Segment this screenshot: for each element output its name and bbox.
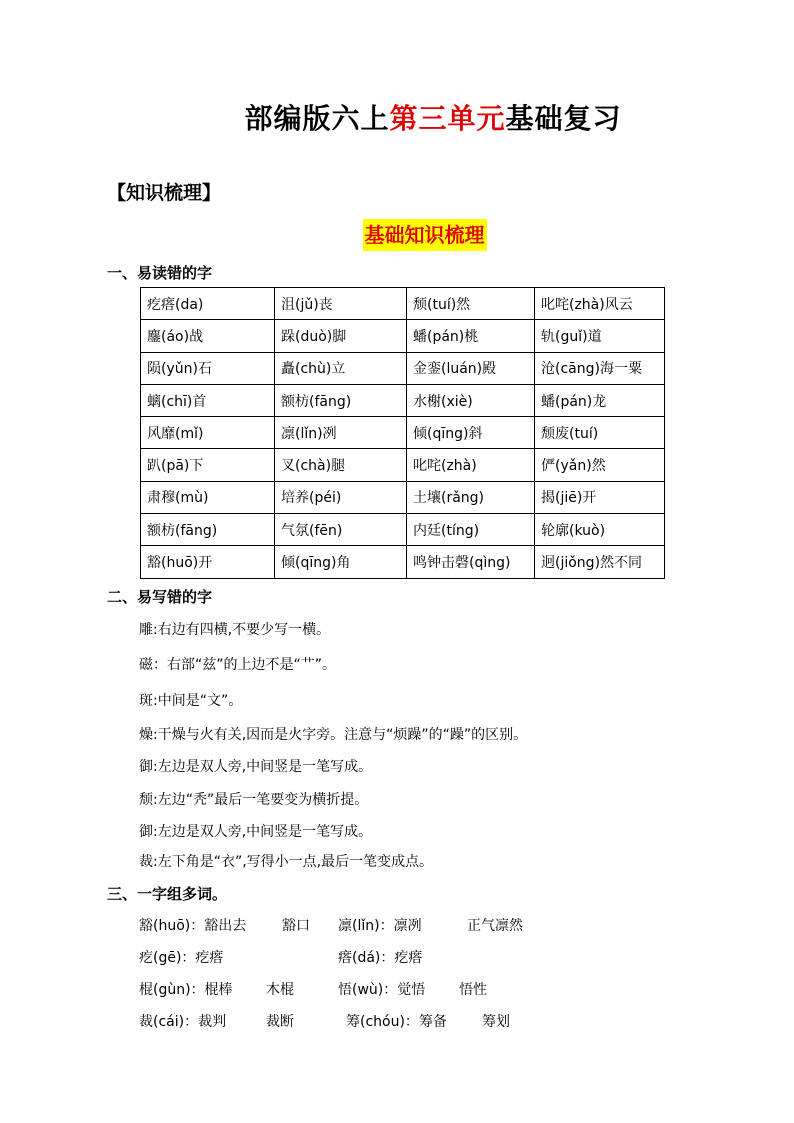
word-group-item: 悟(wù)：觉悟 [338,982,426,998]
page-title [0,97,794,137]
table-cell: 沮(jǔ)丧 [275,288,407,320]
note-line: 雕:右边有四横,不要少写一横。 [139,622,331,638]
table-cell: 鸣钟击磬(qìng) [407,546,535,578]
word-group-item: 豁(huō)：豁出去 [139,918,247,934]
table-cell: 豁(huō)开 [141,546,275,578]
table-cell: 叱咤(zhà)风云 [535,288,665,320]
table-cell: 叱咤(zhà) [407,449,535,481]
table-cell: 土壤(rǎng) [407,481,535,513]
table-cell: 水榭(xiè) [407,384,535,416]
word-group-item: 筹划 [482,1014,510,1030]
note-line: 裁:左下角是“衣”,写得小一点,最后一笔变成点。 [139,854,434,870]
table-cell: 迥(jiǒng)然不同 [535,546,665,578]
word-group-item: 悟性 [459,982,487,998]
table-cell: 内廷(tíng) [407,514,535,546]
table-cell: 轨(guǐ)道 [535,320,665,352]
table-cell: 倾(qīng)斜 [407,417,535,449]
table-row [141,449,665,481]
table-row [141,352,665,384]
title-part-2: 第三单元 [389,102,506,135]
word-group-item: 棍(gùn)：棍棒 [139,982,233,998]
table-cell: 轮廓(kuò) [535,514,665,546]
table-cell: 叉(chà)腿 [275,449,407,481]
word-group-item: 疙(gē)：疙瘩 [139,950,224,966]
note-line: 燥:干燥与火有关,因而是火字旁。注意与“烦躁”的“躁”的区别。 [139,727,528,743]
table-row [141,481,665,513]
table-cell: 金銮(luán)殿 [407,352,535,384]
note-line: 御:左边是双人旁,中间竖是一笔写成。 [139,824,373,840]
table-cell: 螭(chī)首 [141,384,275,416]
table-cell: 疙瘩(da) [141,288,275,320]
table-cell: 蟠(pán)龙 [535,384,665,416]
table-cell: 凛(lǐn)冽 [275,417,407,449]
table-cell: 趴(pā)下 [141,449,275,481]
section-tag: 【知识梳理】 [107,182,222,204]
table-cell: 矗(chù)立 [275,352,407,384]
table-cell: 颓废(tuí) [535,417,665,449]
table-cell: 气氛(fēn) [275,514,407,546]
table-row [141,417,665,449]
table-cell: 培养(péi) [275,481,407,513]
title-part-1: 部编版六上 [244,102,390,135]
section-heading-1: 一、易读错的字 [107,264,213,282]
section-heading-2: 二、易写错的字 [107,588,213,606]
highlight-heading-wrap [0,219,794,251]
table-row [141,546,665,578]
word-group-item: 裁断 [266,1014,294,1030]
table-row [141,384,665,416]
table-row [141,288,665,320]
table-cell: 额枋(fāng) [275,384,407,416]
table-cell: 沧(cāng)海一粟 [535,352,665,384]
table-cell: 额枋(fāng) [141,514,275,546]
word-group-item: 筹(chóu)：筹备 [346,1014,447,1030]
word-group-item: 凛(lǐn)：凛冽 [338,918,422,934]
word-group-item: 裁(cái)：裁判 [139,1014,227,1030]
table-cell: 风靡(mǐ) [141,417,275,449]
note-line: 颓:左边“秃”最后一笔要变为横折提。 [139,792,369,808]
word-table [140,287,665,579]
title-part-3: 基础复习 [505,102,622,135]
table-row [141,514,665,546]
table-cell: 蟠(pán)桃 [407,320,535,352]
table-row [141,320,665,352]
table-cell: 陨(yǔn)石 [141,352,275,384]
table-cell: 揭(jiē)开 [535,481,665,513]
highlight-heading: 基础知识梳理 [363,219,487,251]
table-cell: 俨(yǎn)然 [535,449,665,481]
word-group-item: 木棍 [266,982,294,998]
note-line: 御:左边是双人旁,中间竖是一笔写成。 [139,759,373,775]
table-cell: 鏖(áo)战 [141,320,275,352]
note-line: 磁：右部“兹”的上边不是“艹”。 [139,657,337,673]
note-line: 斑:中间是“文”。 [139,693,243,709]
word-group-item: 正气凛然 [467,918,523,934]
word-group-item: 豁口 [282,918,310,934]
table-cell: 颓(tuí)然 [407,288,535,320]
section-heading-3: 三、一字组多词。 [107,885,228,903]
table-cell: 肃穆(mù) [141,481,275,513]
table-cell: 跺(duò)脚 [275,320,407,352]
word-group-item: 瘩(dá)：疙瘩 [338,950,423,966]
table-cell: 倾(qīng)角 [275,546,407,578]
